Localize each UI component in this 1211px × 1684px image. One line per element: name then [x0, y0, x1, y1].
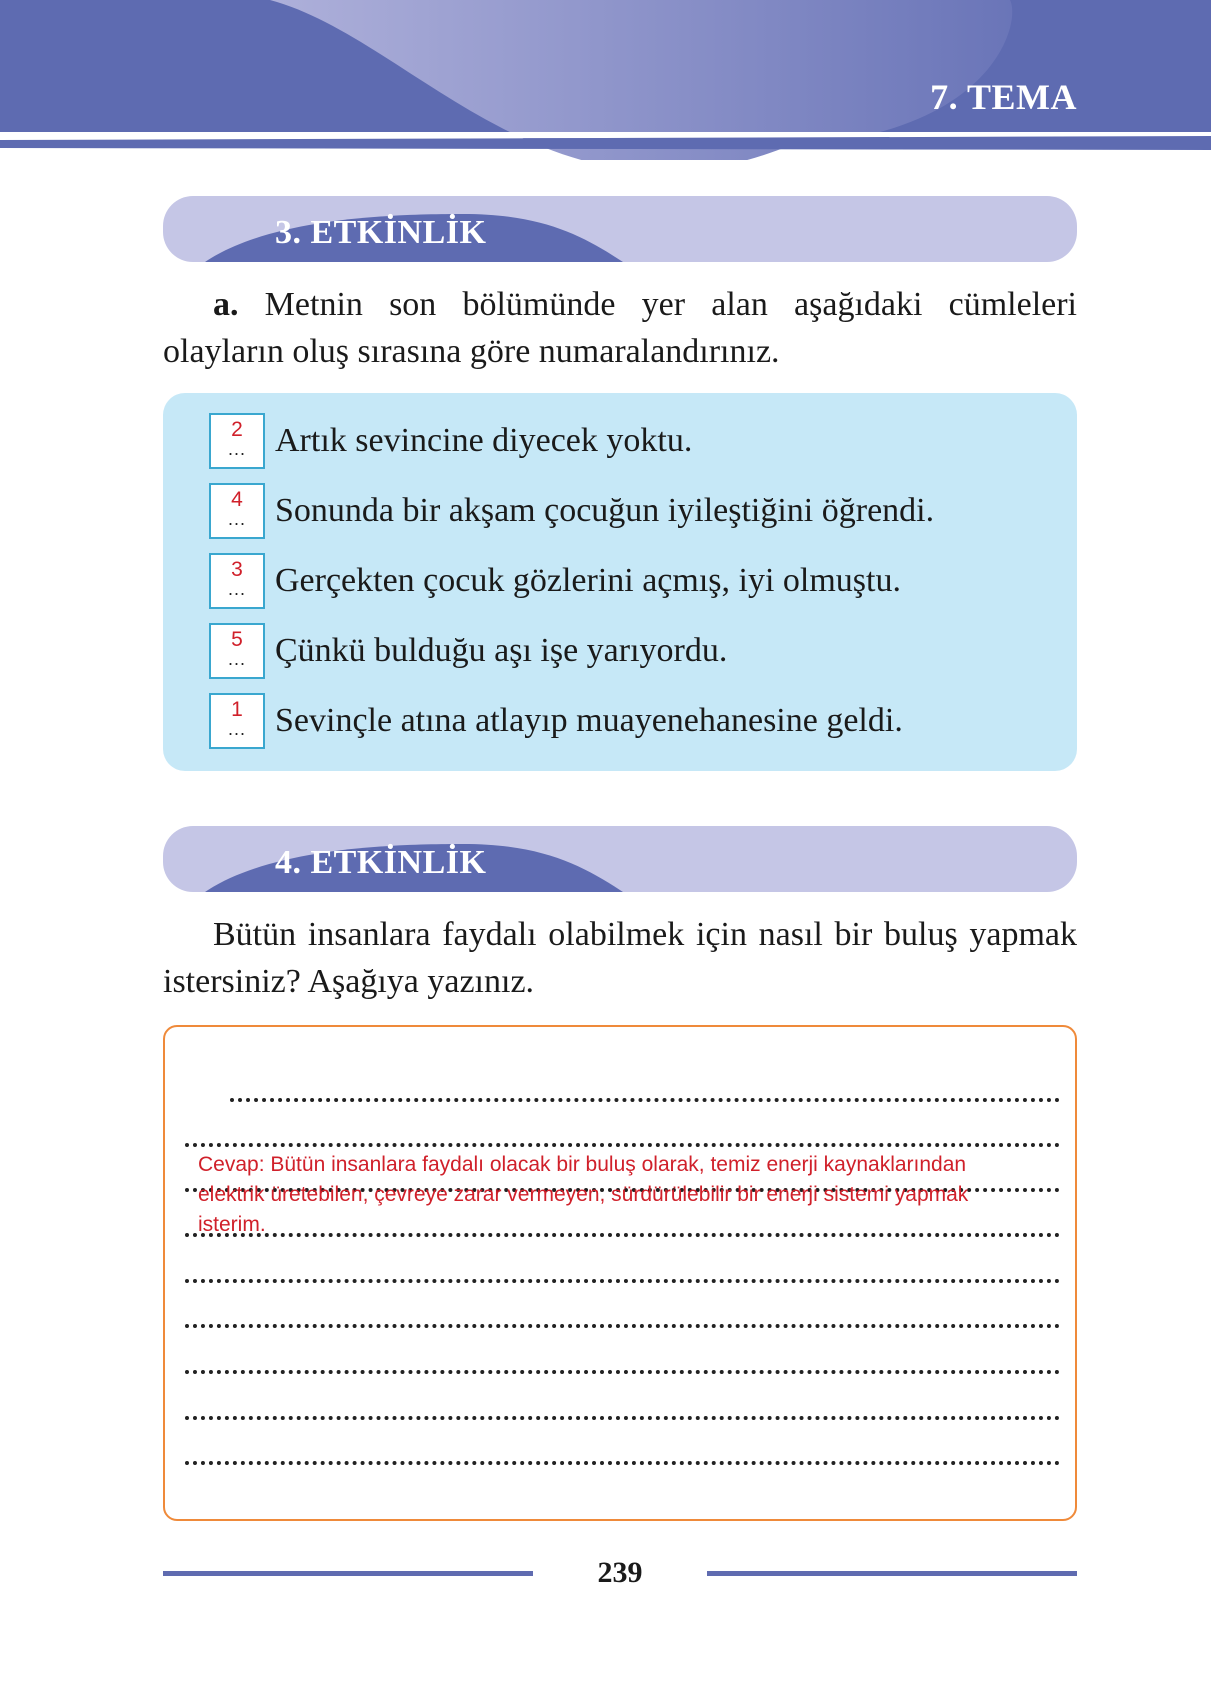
- sentence-text: Çünkü bulduğu aşı işe yarıyordu.: [275, 632, 728, 669]
- page-header: [0, 0, 1211, 160]
- writing-line: [185, 1416, 1060, 1420]
- order-number-box[interactable]: [209, 553, 265, 609]
- list-item: [209, 622, 727, 680]
- order-number-box[interactable]: [209, 693, 265, 749]
- answer-line: elektrik üretebilen, çevreye zarar vermeyen, sürdürülebilir bir enerji sistemi yapmak: [198, 1183, 969, 1206]
- writing-line: [185, 1324, 1060, 1328]
- order-placeholder: ...: [227, 579, 246, 599]
- activity-4-question: [163, 911, 1077, 1005]
- sentence-text: Gerçekten çocuk gözlerini açmış, iyi olmuştu.: [275, 562, 901, 599]
- list-item: [209, 552, 901, 610]
- order-answer: 5: [231, 628, 243, 651]
- activity-3-banner: [163, 196, 1077, 262]
- instruction-text: Metnin son bölümünde yer alan aşağıdaki cümleleri olayların oluş sırasına göre numaralandırınız.: [163, 286, 1077, 370]
- activity-4-title: 4. ETKİNLİK: [275, 844, 487, 881]
- handwritten-answer: [198, 1150, 1068, 1240]
- activity-3-title: 3. ETKİNLİK: [275, 214, 487, 251]
- order-placeholder: ...: [227, 719, 246, 739]
- order-number-box[interactable]: [209, 483, 265, 539]
- order-answer: 4: [231, 488, 243, 511]
- writing-line: [230, 1098, 1060, 1102]
- order-placeholder: ...: [227, 649, 246, 669]
- page-number: 239: [597, 1556, 643, 1589]
- sentence-text: Artık sevincine diyecek yoktu.: [275, 422, 693, 459]
- writing-line: [185, 1143, 1060, 1147]
- list-item: [209, 482, 934, 540]
- activity-4-banner: [163, 826, 1077, 892]
- writing-line: [185, 1461, 1060, 1465]
- footer-rule-left: [163, 1571, 533, 1576]
- sentence-text: Sevinçle atına atlayıp muayenehanesine geldi.: [275, 702, 903, 739]
- order-answer: 1: [231, 698, 243, 721]
- order-placeholder: ...: [227, 509, 246, 529]
- sentence-text: Sonunda bir akşam çocuğun iyileştiğini öğrendi.: [275, 492, 935, 529]
- theme-title: 7. TEMA: [930, 77, 1077, 117]
- list-item: [209, 692, 903, 750]
- order-number-box[interactable]: [209, 623, 265, 679]
- answer-line: isterim.: [198, 1213, 266, 1236]
- ordering-list: [163, 393, 1077, 771]
- question-text: Bütün insanlara faydalı olabilmek için nasıl bir buluş yapmak istersiniz? Aşağıya yazınız.: [163, 916, 1077, 1000]
- order-answer: 3: [231, 558, 243, 581]
- answer-line: Cevap: Bütün insanlara faydalı olacak bir buluş olarak, temiz enerji kaynaklarından: [198, 1153, 967, 1176]
- list-item: [209, 412, 692, 470]
- order-answer: 2: [231, 418, 243, 441]
- order-placeholder: ...: [227, 439, 246, 459]
- activity-3-instruction: [163, 281, 1077, 375]
- writing-line: [185, 1370, 1060, 1374]
- order-number-box[interactable]: [209, 413, 265, 469]
- footer-rule-right: [707, 1571, 1077, 1576]
- writing-line: [185, 1279, 1060, 1283]
- instruction-label: a.: [213, 286, 239, 323]
